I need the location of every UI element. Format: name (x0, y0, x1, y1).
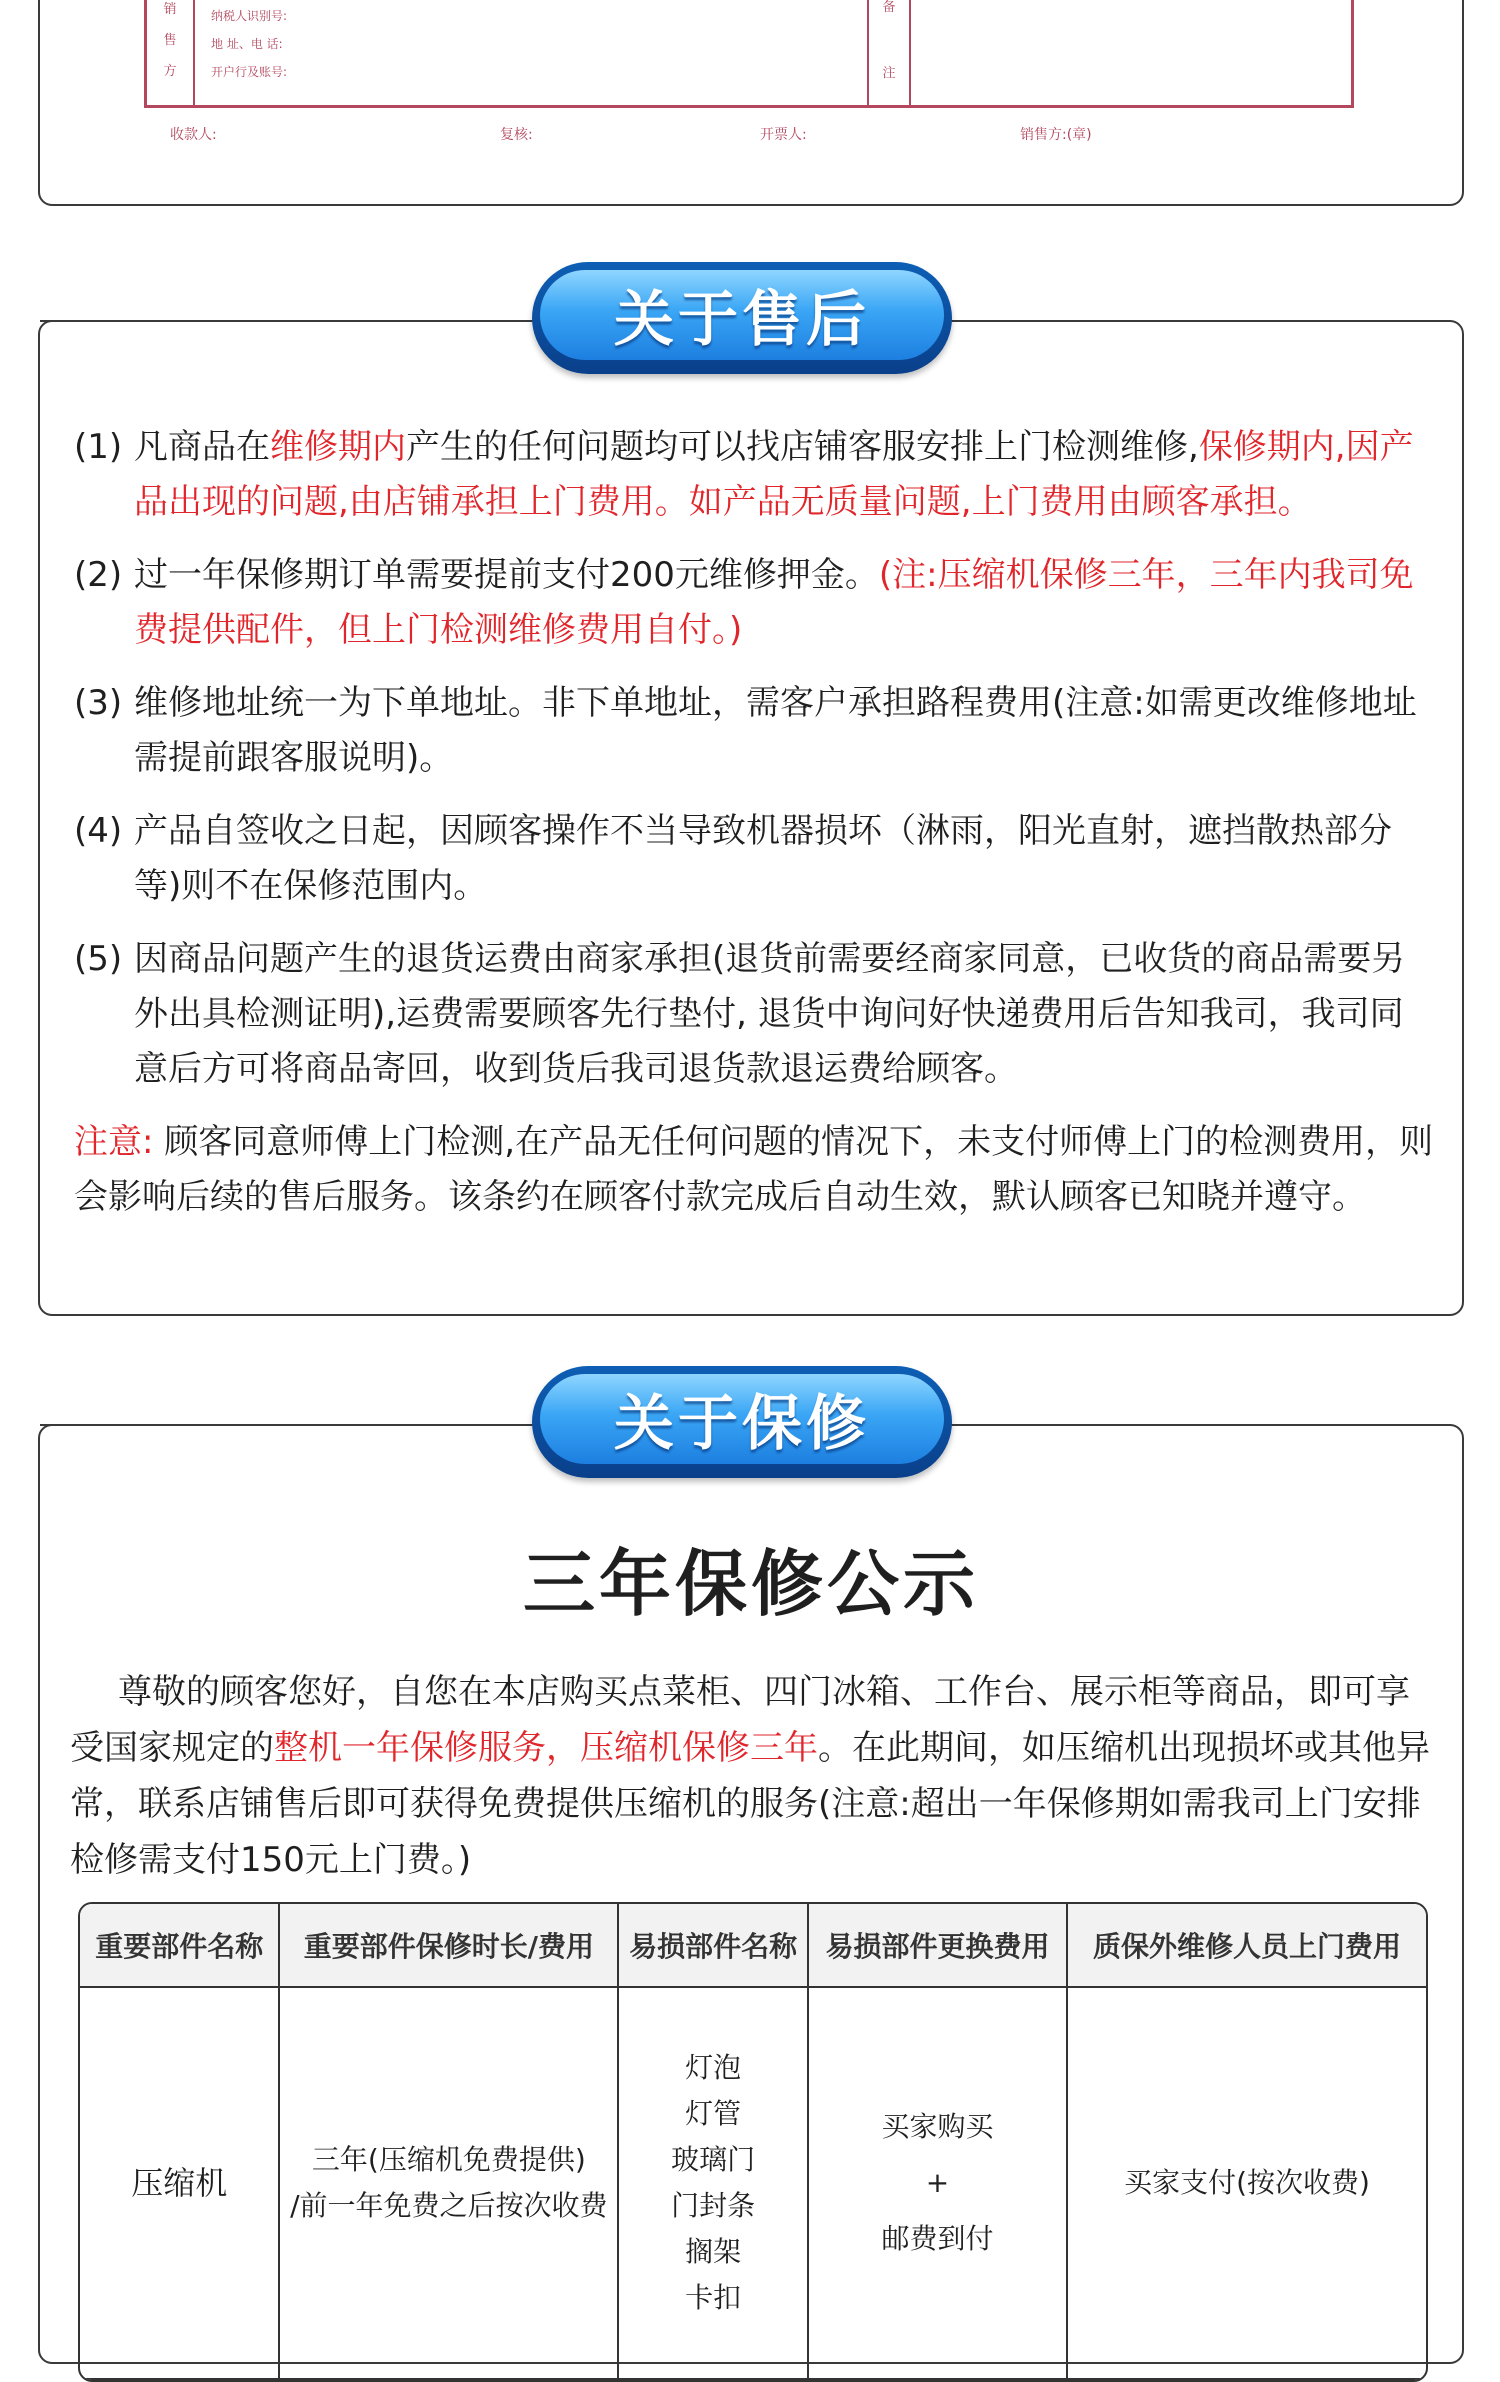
seller-field-taxid: 纳税人识别号: (211, 9, 288, 23)
body-text: 产生的任何问题均可以找店铺客服安排上门检测维修, (406, 427, 1199, 467)
replace-line: 邮费到付 (881, 2222, 994, 2255)
remark-label-char: 备 (882, 0, 896, 15)
seller-field-address: 地 址、电 话: (211, 37, 283, 51)
period-line: /前一年免费之后按次收费 (290, 2189, 608, 2222)
list-item (74, 548, 1434, 658)
aftersales-header-pill (532, 262, 952, 374)
wear-part: 卡扣 (685, 2281, 742, 2314)
warranty-header-pill (532, 1366, 952, 1478)
table-header-row (80, 1904, 1426, 1987)
body-text: 过一年保修期订单需要提前支付200元维修押金。 (134, 555, 879, 595)
warranty-text: 尊敬的顾客您好，自您在本店购买点菜柜、四门冰箱、工作台、展示柜等商品，即可享受国家规定的 (70, 1672, 1410, 1768)
list-item-text (134, 804, 1434, 914)
highlight-text: 保修期内,因产品出现的问题,由店铺承担上门费用。如产品无质量问题,上门费用由顾客承担。 (134, 427, 1414, 522)
list-item-number: (1) (74, 427, 123, 467)
list-item (74, 420, 1434, 530)
aftersales-note (74, 1115, 1434, 1225)
warranty-header (0, 1366, 1500, 1486)
header-divider (1024, 1424, 1446, 1426)
table-cell-period (279, 1987, 618, 2379)
warranty-table (78, 1902, 1428, 2382)
list-item (74, 804, 1434, 914)
warranty-card (38, 1424, 1464, 2364)
body-text: 维修地址统一为下单地址。非下单地址，需客户承担路程费用(注意:如需更改维修地址需提前跟客服说明)。 (134, 683, 1417, 778)
wear-part: 搁架 (685, 2235, 742, 2268)
body-text: 产品自签收之日起，因顾客操作不当导致机器损坏（淋雨，阳光直射，遮挡散热部分等)则不在保修范围内。 (134, 811, 1392, 906)
wear-part: 门封条 (671, 2189, 756, 2222)
warranty-title: 三年保修公示 (522, 1542, 979, 1626)
body-text: 凡商品在 (134, 427, 270, 467)
issuer-label: 开票人: (760, 127, 807, 143)
table-header: 易损部件名称 (618, 1904, 808, 1987)
list-item-text (134, 932, 1434, 1097)
seller-label-char: 售 (163, 33, 177, 48)
list-item (74, 676, 1434, 786)
table-header: 易损部件更换费用 (808, 1904, 1067, 1987)
aftersales-list (74, 420, 1434, 1225)
replace-plus: + (925, 2166, 950, 2199)
table-cell-replace-fee (808, 1987, 1067, 2379)
header-divider (1024, 320, 1446, 322)
aftersales-header-title: 关于售后 (614, 285, 870, 355)
table-header: 重要部件保修时长/费用 (279, 1904, 618, 1987)
warranty-paragraph (70, 1664, 1440, 1888)
table-cell-part: 压缩机 (80, 1987, 279, 2379)
wear-part: 灯管 (685, 2097, 742, 2130)
remark-label-char: 注 (882, 66, 896, 82)
seller-label-char: 销 (163, 2, 177, 17)
table-cell-visit-fee: 买家支付(按次收费) (1067, 1987, 1426, 2379)
warranty-header-title: 关于保修 (614, 1389, 870, 1459)
invoice-table (144, 0, 1354, 108)
table-header: 重要部件名称 (80, 1904, 279, 1987)
header-divider (40, 320, 466, 322)
table-header: 质保外维修人员上门费用 (1067, 1904, 1426, 1987)
list-item-text (134, 420, 1434, 530)
header-divider (40, 1424, 466, 1426)
list-item-number: (3) (74, 683, 123, 723)
list-item-number: (2) (74, 555, 123, 595)
list-item-text (134, 548, 1434, 658)
note-label: 注意: (74, 1122, 154, 1162)
aftersales-header (0, 262, 1500, 382)
wear-part: 玻璃门 (671, 2143, 756, 2176)
period-line: 三年(压缩机免费提供) (311, 2143, 586, 2176)
list-item-number: (5) (74, 939, 123, 979)
wear-part: 灯泡 (685, 2051, 742, 2084)
invoice-seller-fields (211, 0, 287, 86)
aftersales-card (38, 320, 1464, 1316)
replace-line: 买家购买 (881, 2110, 994, 2143)
reviewer-label: 复核: (500, 127, 533, 143)
invoice-remark-label (867, 0, 911, 105)
seller-seal-label: 销售方:(章) (1020, 127, 1092, 143)
note-text: 顾客同意师傅上门检测,在产品无任何问题的情况下，未支付师傅上门的检测费用，则会影响后续的售后服务。该条约在顾客付款完成后自动生效，默认顾客已知晓并遵守。 (74, 1122, 1434, 1217)
invoice-seller-label (147, 0, 195, 105)
invoice-card (38, 0, 1464, 206)
seller-field-bank: 开户行及账号: (211, 65, 288, 79)
highlight-text: 维修期内 (270, 427, 406, 467)
list-item (74, 932, 1434, 1097)
table-cell-wear-parts (618, 1987, 808, 2379)
warranty-highlight: 整机一年保修服务，压缩机保修三年 (274, 1728, 818, 1768)
table-row (80, 1987, 1426, 2379)
highlight-text: (注:压缩机保修三年，三年内我司免费提供配件，但上门检测维修费用自付。) (134, 555, 1414, 650)
warranty-text: 。在此期间，如压缩机出现损坏或其他异常，联系店铺售后即可获得免费提供压缩机的服务(注意:超出一年保修期如需我司上门安排检修需支付150元上门费。) (70, 1728, 1430, 1880)
list-item-text (134, 676, 1434, 786)
payee-label: 收款人: (170, 127, 217, 143)
seller-label-char: 方 (163, 64, 177, 79)
list-item-number: (4) (74, 811, 123, 851)
body-text: 因商品问题产生的退货运费由商家承担(退货前需要经商家同意，已收货的商品需要另外出具检测证明),运费需要顾客先行垫付, 退货中询问好快递费用后告知我司，我司同意后方可将商品寄回，收到货后我司退货款退运费给顾客。 (134, 939, 1406, 1089)
